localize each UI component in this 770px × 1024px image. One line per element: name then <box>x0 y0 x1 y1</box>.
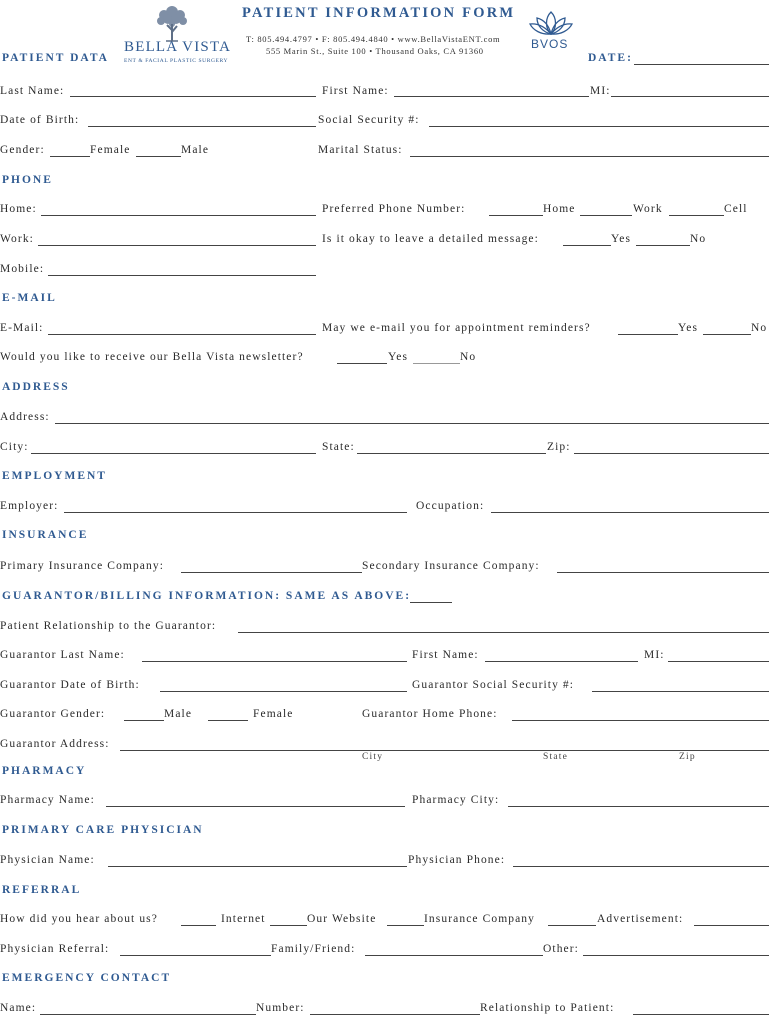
family-friend-label: Family/Friend: <box>271 943 356 955</box>
email-field[interactable] <box>48 334 316 335</box>
lotus-logo-icon <box>527 10 575 36</box>
pharmacy-city-field[interactable] <box>508 806 769 807</box>
secondary-insurance-label: Secondary Insurance Company: <box>362 560 540 572</box>
emergency-relationship-field[interactable] <box>633 1014 769 1015</box>
guarantor-relationship-label: Patient Relationship to the Guarantor: <box>0 620 217 632</box>
gender-female-option: Female <box>90 144 131 156</box>
occupation-label: Occupation: <box>416 500 485 512</box>
mi-label: MI: <box>590 85 611 97</box>
employer-label: Employer: <box>0 500 59 512</box>
mobile-phone-field[interactable] <box>48 275 316 276</box>
other-label: Other: <box>543 943 579 955</box>
emergency-name-label: Name: <box>0 1002 37 1014</box>
section-employment: EMPLOYMENT <box>2 470 107 482</box>
first-name-label: First Name: <box>322 85 389 97</box>
zip-label: Zip: <box>547 441 571 453</box>
pharmacy-name-field[interactable] <box>106 806 405 807</box>
section-phone: PHONE <box>2 174 53 186</box>
detailed-message-yes: Yes <box>611 233 632 245</box>
advertisement-blank[interactable] <box>548 925 596 926</box>
date-field[interactable] <box>634 64 769 65</box>
detailed-message-label: Is it okay to leave a detailed message: <box>322 233 539 245</box>
section-referral: REFERRAL <box>2 884 82 896</box>
mobile-phone-label: Mobile: <box>0 263 45 275</box>
guarantor-address-field[interactable] <box>120 750 769 751</box>
dob-label: Date of Birth: <box>0 114 80 126</box>
section-patient-data: PATIENT DATA <box>2 52 109 64</box>
contact-info: T: 805.494.4797 • F: 805.494.4840 • www.BellaVistaENT.com <box>246 34 501 44</box>
section-emergency-contact: EMERGENCY CONTACT <box>2 972 172 984</box>
occupation-field[interactable] <box>491 512 769 513</box>
guarantor-ssn-field[interactable] <box>592 691 769 692</box>
address-label: Address: <box>0 411 50 423</box>
pharmacy-city-label: Pharmacy City: <box>412 794 500 806</box>
guarantor-male-blank[interactable] <box>124 720 164 721</box>
preferred-phone-label: Preferred Phone Number: <box>322 203 466 215</box>
emergency-relationship-label: Relationship to Patient: <box>480 1002 615 1014</box>
first-name-field[interactable] <box>394 96 589 97</box>
section-address: ADDRESS <box>2 381 70 393</box>
city-label: City: <box>0 441 29 453</box>
preferred-cell-option: Cell <box>724 203 748 215</box>
guarantor-dob-field[interactable] <box>160 691 407 692</box>
guarantor-female-blank[interactable] <box>208 720 248 721</box>
section-guarantor: GUARANTOR/BILLING INFORMATION: SAME AS ABOVE: <box>2 590 412 602</box>
employer-field[interactable] <box>64 512 407 513</box>
guarantor-mi-label: MI: <box>644 649 665 661</box>
tree-logo-icon <box>152 4 192 42</box>
emergency-name-field[interactable] <box>40 1014 256 1015</box>
website-option: Our Website <box>307 913 377 925</box>
guarantor-address-label: Guarantor Address: <box>0 738 110 750</box>
preferred-home-blank[interactable] <box>489 215 543 216</box>
last-name-label: Last Name: <box>0 85 65 97</box>
ssn-label: Social Security #: <box>318 114 420 126</box>
detailed-message-no: No <box>690 233 707 245</box>
newsletter-no: No <box>460 351 477 363</box>
how-hear-label: How did you hear about us? <box>0 913 158 925</box>
section-primary-care: PRIMARY CARE PHYSICIAN <box>2 824 204 836</box>
guarantor-home-phone-field[interactable] <box>512 720 769 721</box>
marital-status-label: Marital Status: <box>318 144 403 156</box>
guarantor-zip-sublabel: Zip <box>679 752 696 762</box>
bvos-logo: BVOS <box>531 37 569 51</box>
physician-name-field[interactable] <box>108 866 407 867</box>
guarantor-home-phone-label: Guarantor Home Phone: <box>362 708 498 720</box>
insurance-company-option: Insurance Company <box>424 913 535 925</box>
guarantor-first-name-label: First Name: <box>412 649 479 661</box>
dob-field[interactable] <box>88 126 316 127</box>
city-field[interactable] <box>31 453 316 454</box>
home-phone-field[interactable] <box>41 215 316 216</box>
family-friend-field[interactable] <box>365 955 543 956</box>
guarantor-dob-label: Guarantor Date of Birth: <box>0 679 140 691</box>
section-email: E-MAIL <box>2 292 57 304</box>
brand-subtitle: ENT & FACIAL PLASTIC SURGERY <box>124 58 229 64</box>
last-name-field[interactable] <box>70 96 316 97</box>
emergency-number-field[interactable] <box>310 1014 480 1015</box>
physician-phone-label: Physician Phone: <box>408 854 506 866</box>
guarantor-city-sublabel: City <box>362 752 384 762</box>
preferred-work-option: Work <box>633 203 663 215</box>
section-pharmacy: PHARMACY <box>2 765 87 777</box>
email-label: E-Mail: <box>0 322 44 334</box>
primary-insurance-field[interactable] <box>181 572 362 573</box>
physician-referral-field[interactable] <box>120 955 271 956</box>
guarantor-state-sublabel: State <box>543 752 568 762</box>
preferred-cell-blank[interactable] <box>669 215 724 216</box>
date-label: DATE: <box>588 52 633 64</box>
newsletter-label: Would you like to receive our Bella Vista newsletter? <box>0 351 304 363</box>
detailed-message-yes-blank[interactable] <box>563 245 611 246</box>
email-reminders-yes: Yes <box>678 322 699 334</box>
detailed-message-no-blank[interactable] <box>636 245 690 246</box>
gender-male-option: Male <box>181 144 210 156</box>
pharmacy-name-label: Pharmacy Name: <box>0 794 95 806</box>
insurance-company-blank[interactable] <box>387 925 424 926</box>
form-title: PATIENT INFORMATION FORM <box>242 5 516 21</box>
guarantor-relationship-field[interactable] <box>238 632 769 633</box>
primary-insurance-label: Primary Insurance Company: <box>0 560 165 572</box>
home-phone-label: Home: <box>0 203 37 215</box>
guarantor-last-name-label: Guarantor Last Name: <box>0 649 125 661</box>
ssn-field[interactable] <box>429 126 769 127</box>
guarantor-ssn-label: Guarantor Social Security #: <box>412 679 575 691</box>
email-reminders-no-blank[interactable] <box>703 334 751 335</box>
website-blank[interactable] <box>270 925 307 926</box>
other-field[interactable] <box>583 955 769 956</box>
state-field[interactable] <box>357 453 546 454</box>
marital-status-field[interactable] <box>410 156 769 157</box>
preferred-work-blank[interactable] <box>580 215 632 216</box>
internet-option: Internet <box>221 913 266 925</box>
email-reminders-no: No <box>751 322 768 334</box>
newsletter-yes: Yes <box>388 351 409 363</box>
guarantor-last-name-field[interactable] <box>142 661 407 662</box>
gender-male-blank[interactable] <box>136 156 181 157</box>
newsletter-yes-blank[interactable] <box>337 363 387 364</box>
work-phone-label: Work: <box>0 233 34 245</box>
gender-female-blank[interactable] <box>50 156 90 157</box>
zip-field[interactable] <box>574 453 769 454</box>
section-insurance: INSURANCE <box>2 529 89 541</box>
brand-name: BELLA VISTA <box>124 39 232 55</box>
state-label: State: <box>322 441 355 453</box>
internet-blank[interactable] <box>181 925 216 926</box>
guarantor-gender-label: Guarantor Gender: <box>0 708 106 720</box>
work-phone-field[interactable] <box>38 245 316 246</box>
emergency-number-label: Number: <box>256 1002 305 1014</box>
guarantor-female-option: Female <box>253 708 294 720</box>
guarantor-first-name-field[interactable] <box>485 661 638 662</box>
guarantor-mi-field[interactable] <box>668 661 769 662</box>
newsletter-no-blank[interactable] <box>413 363 460 364</box>
physician-referral-label: Physician Referral: <box>0 943 110 955</box>
secondary-insurance-field[interactable] <box>557 572 769 573</box>
address-field[interactable] <box>55 423 769 424</box>
email-reminders-label: May we e-mail you for appointment reminders? <box>322 322 591 334</box>
guarantor-male-option: Male <box>164 708 193 720</box>
preferred-home-option: Home <box>543 203 576 215</box>
mi-field[interactable] <box>611 96 769 97</box>
physician-name-label: Physician Name: <box>0 854 95 866</box>
physician-phone-field[interactable] <box>513 866 769 867</box>
same-as-above-field[interactable] <box>410 602 452 603</box>
advertisement-field[interactable] <box>694 925 769 926</box>
advertisement-option: Advertisement: <box>597 913 684 925</box>
gender-label: Gender: <box>0 144 45 156</box>
address-info: 555 Marin St., Suite 100 • Thousand Oaks, CA 91360 <box>266 46 484 56</box>
email-reminders-yes-blank[interactable] <box>618 334 678 335</box>
